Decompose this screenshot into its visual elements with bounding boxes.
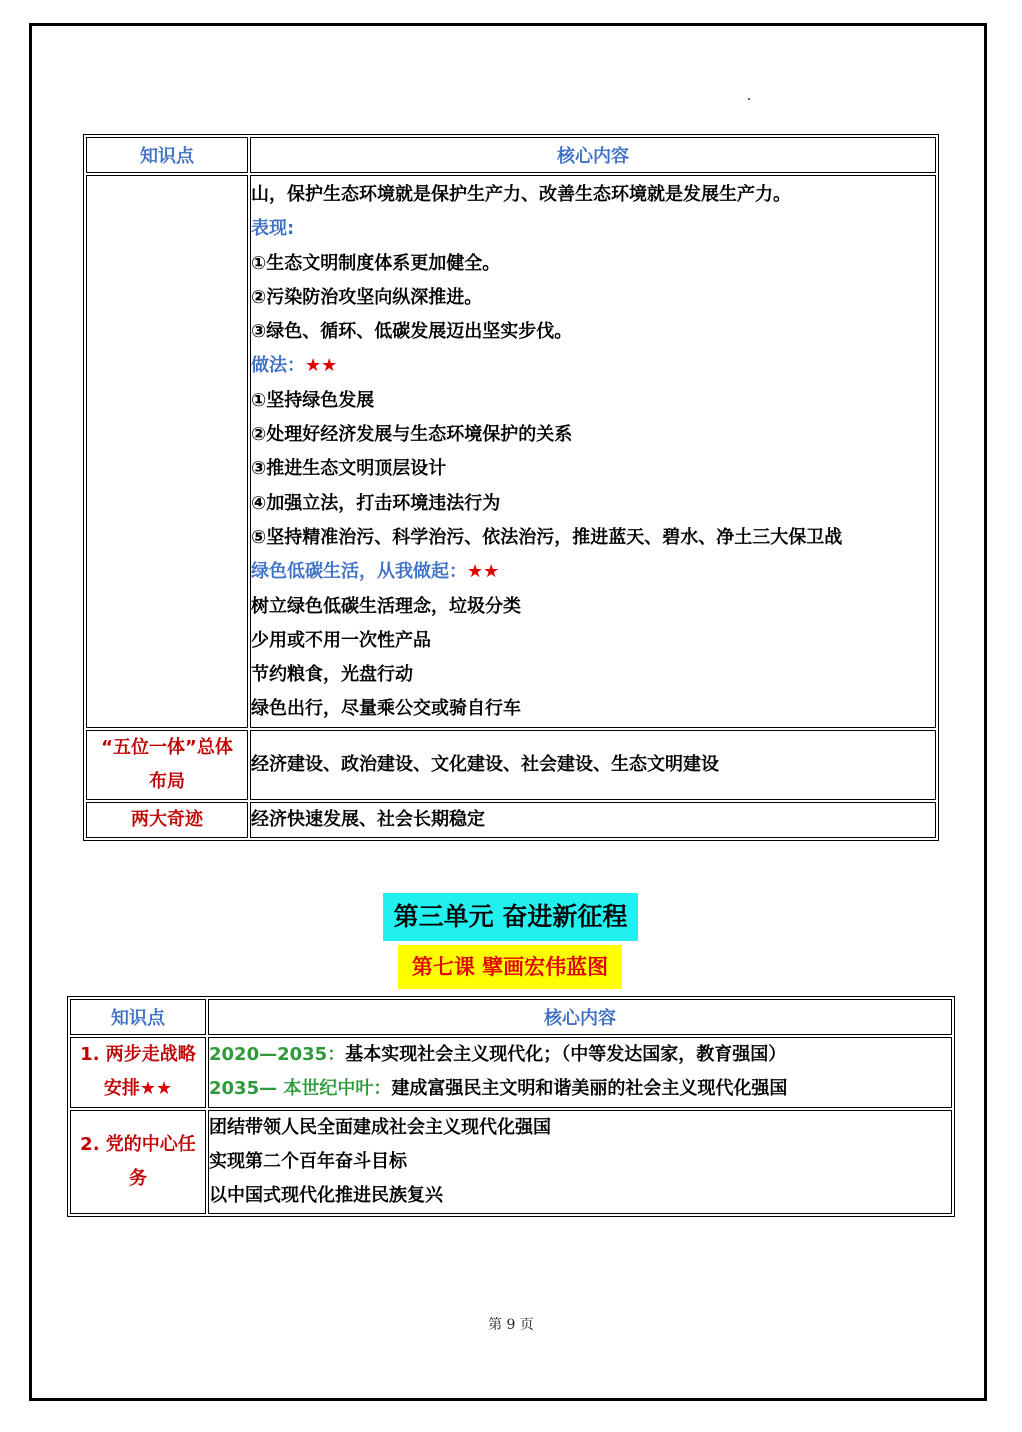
stray-dot bbox=[748, 98, 750, 100]
table-row bbox=[70, 1037, 952, 1108]
table-row bbox=[86, 802, 936, 838]
knowledge-table-1 bbox=[83, 134, 939, 841]
content-line: 经济建设、政治建设、文化建设、社会建设、生态文明建设 bbox=[251, 753, 719, 775]
strategy-line-1 bbox=[209, 1038, 951, 1072]
table-header-row bbox=[70, 999, 952, 1035]
core-content-cell bbox=[208, 1037, 952, 1108]
core-content-cell bbox=[208, 1110, 952, 1215]
content-line: ①坚持绿色发展 bbox=[251, 389, 375, 411]
content-line: 团结带领人民全面建成社会主义现代化强国 bbox=[209, 1116, 551, 1138]
key-line: 1. 两步走战略 bbox=[80, 1044, 196, 1066]
key-line: 2. 党的中心任 bbox=[80, 1134, 196, 1156]
core-content-cell bbox=[250, 802, 936, 838]
period-label: 2020—2035： bbox=[209, 1044, 346, 1065]
knowledge-point-two-miracles: 两大奇迹 bbox=[86, 802, 248, 838]
content-line: ①生态文明制度体系更加健全。 bbox=[251, 252, 501, 274]
section-label-green-life: 绿色低碳生活，从我做起： bbox=[251, 561, 467, 583]
section-label-performance: 表现: bbox=[251, 218, 295, 240]
core-content-cell bbox=[250, 730, 936, 800]
knowledge-point-two-step-strategy bbox=[70, 1037, 206, 1108]
importance-stars: ★★ bbox=[467, 561, 500, 583]
lesson-title: 第七课 擘画宏伟蓝图 bbox=[398, 945, 622, 989]
content-line: ⑤坚持精准治污、科学治污、依法治污，推进蓝天、碧水、净土三大保卫战 bbox=[251, 526, 843, 548]
table-header-row bbox=[86, 137, 936, 173]
key-line: 安排 bbox=[103, 1078, 140, 1100]
importance-stars: ★★ bbox=[305, 355, 338, 377]
knowledge-table-2 bbox=[67, 996, 955, 1217]
content-line: 绿色出行，尽量乘公交或骑自行车 bbox=[251, 698, 521, 720]
table-row bbox=[86, 730, 936, 800]
strategy-line-2 bbox=[209, 1072, 951, 1106]
header-core-content: 核心内容 bbox=[208, 999, 952, 1035]
content-line: 树立绿色低碳生活理念，垃圾分类 bbox=[251, 595, 521, 617]
section-label-green-life-line bbox=[251, 555, 935, 589]
knowledge-point-central-task bbox=[70, 1110, 206, 1215]
core-content-cell bbox=[250, 175, 936, 728]
header-core-content: 核心内容 bbox=[250, 137, 936, 173]
content-line: 经济快速发展、社会长期稳定 bbox=[251, 808, 485, 830]
period-label: 2035— 本世纪中叶： bbox=[209, 1078, 392, 1100]
unit-title: 第三单元 奋进新征程 bbox=[383, 893, 638, 941]
content-line: ③推进生态文明顶层设计 bbox=[251, 458, 447, 480]
content-line: 少用或不用一次性产品 bbox=[251, 629, 431, 651]
header-knowledge-point: 知识点 bbox=[86, 137, 248, 173]
content-line: ④加强立法，打击环境违法行为 bbox=[251, 492, 501, 514]
knowledge-point-cell-empty bbox=[86, 175, 248, 728]
period-text: 基本实现社会主义现代化；（中等发达国家，教育强国） bbox=[345, 1044, 787, 1065]
content-line: 实现第二个百年奋斗目标 bbox=[209, 1150, 407, 1172]
table-row bbox=[70, 1110, 952, 1215]
content-line: ②处理好经济发展与生态环境保护的关系 bbox=[251, 424, 573, 446]
key-line: “五位一体”总体 bbox=[101, 736, 233, 758]
page-number: 第 9 页 bbox=[488, 1317, 534, 1333]
section-label-methods-line bbox=[251, 349, 935, 383]
content-line: ③绿色、循环、低碳发展迈出坚实步伐。 bbox=[251, 321, 573, 343]
content-line: 以中国式现代化推进民族复兴 bbox=[209, 1185, 443, 1207]
content-line: 山，保护生态环境就是保护生产力、改善生态环境就是发展生产力。 bbox=[251, 184, 791, 205]
table-row bbox=[86, 175, 936, 728]
importance-stars: ★★ bbox=[139, 1078, 173, 1100]
section-label-methods: 做法： bbox=[251, 355, 305, 377]
key-line-with-stars bbox=[71, 1072, 205, 1106]
header-knowledge-point: 知识点 bbox=[70, 999, 206, 1035]
period-text: 建成富强民主文明和谐美丽的社会主义现代化强国 bbox=[391, 1078, 788, 1100]
content-line: ②污染防治攻坚向纵深推进。 bbox=[251, 286, 483, 308]
key-line: 布局 bbox=[149, 770, 185, 792]
knowledge-point-five-in-one bbox=[86, 730, 248, 800]
content-line: 节约粮食，光盘行动 bbox=[251, 664, 413, 686]
key-line: 务 bbox=[129, 1168, 147, 1190]
